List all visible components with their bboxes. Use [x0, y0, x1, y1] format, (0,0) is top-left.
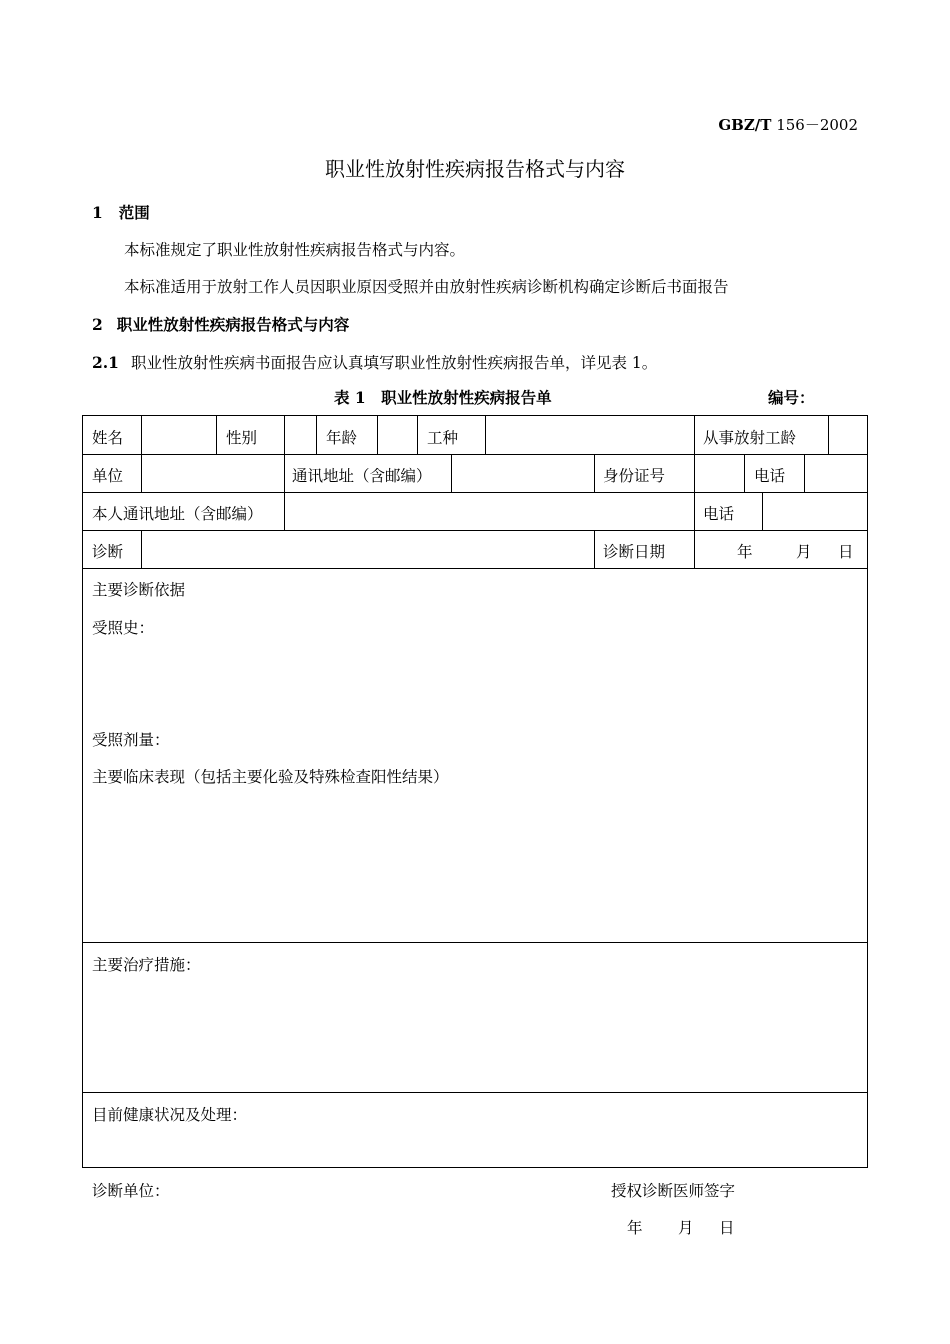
col-divider [694, 454, 695, 492]
label-clinical-manifestations: 主要临床表现（包括主要化验及特殊检查阳性结果） [92, 768, 449, 786]
footer-diagnosis-unit: 诊断单位： [92, 1182, 170, 1200]
col-divider [417, 416, 418, 454]
label-age: 年龄 [326, 429, 358, 447]
col-divider [694, 492, 695, 530]
date-day: 日 [838, 543, 854, 561]
standard-code [718, 114, 858, 135]
footer-physician-signature: 授权诊断医师签字 [611, 1182, 736, 1200]
standard-prefix: GBZ/T [718, 116, 772, 134]
section-1-number: 1 [92, 203, 103, 222]
label-phone: 电话 [754, 467, 786, 485]
table-caption: 表 1 职业性放射性疾病报告单 [334, 388, 552, 407]
clause-2-1-number: 2.1 [92, 353, 119, 372]
col-divider [694, 416, 695, 454]
table-number-label: 编号： [768, 388, 815, 407]
label-exposure-dose: 受照剂量： [92, 731, 170, 749]
label-gender: 性别 [226, 429, 258, 447]
col-divider [284, 416, 285, 454]
col-divider [141, 530, 142, 568]
col-divider [284, 492, 285, 530]
label-health-status: 目前健康状况及处理： [92, 1106, 248, 1124]
col-divider [216, 416, 217, 454]
section-1-paragraph-1: 本标准规定了职业性放射性疾病报告格式与内容。 [124, 241, 466, 259]
label-exposure-history: 受照史： [92, 619, 155, 637]
label-personal-address: 本人通讯地址（含邮编） [92, 505, 263, 523]
col-divider [284, 454, 285, 492]
row-divider [83, 492, 867, 493]
label-mailing-address: 通讯地址（含邮编） [292, 467, 432, 485]
col-divider [594, 530, 595, 568]
col-divider [316, 416, 317, 454]
col-divider [141, 416, 142, 454]
col-divider [762, 492, 763, 530]
clause-2-1 [92, 351, 657, 373]
label-id-number: 身份证号 [603, 467, 666, 485]
report-form-table [82, 415, 868, 1168]
section-2-heading [92, 313, 349, 335]
col-divider [377, 416, 378, 454]
section-1-title: 范围 [118, 203, 150, 222]
row-divider [83, 530, 867, 531]
date-month: 月 [796, 543, 812, 561]
col-divider [485, 416, 486, 454]
col-divider [828, 416, 829, 454]
page-title: 职业性放射性疾病报告格式与内容 [325, 157, 625, 181]
row-divider [83, 454, 867, 455]
label-personal-phone: 电话 [703, 505, 735, 523]
clause-2-1-text: 职业性放射性疾病书面报告应认真填写职业性放射性疾病报告单，详见表 1。 [130, 354, 658, 372]
footer-year: 年 [627, 1219, 643, 1237]
label-diagnosis-basis: 主要诊断依据 [92, 581, 186, 599]
footer-month: 月 [678, 1219, 694, 1237]
label-name: 姓名 [92, 429, 124, 447]
section-1-paragraph-2: 本标准适用于放射工作人员因职业原因受照并由放射性疾病诊断机构确定诊断后书面报告 [124, 278, 729, 296]
label-diagnosis: 诊断 [92, 543, 124, 561]
col-divider [694, 530, 695, 568]
label-treatment: 主要治疗措施： [92, 956, 201, 974]
label-radiation-work-years: 从事放射工龄 [703, 429, 797, 447]
col-divider [451, 454, 452, 492]
label-job-type: 工种 [427, 429, 459, 447]
col-divider [804, 454, 805, 492]
section-2-title: 职业性放射性疾病报告格式与内容 [116, 315, 350, 334]
row-divider [83, 1092, 867, 1093]
label-diagnosis-date: 诊断日期 [603, 543, 666, 561]
footer-day: 日 [719, 1219, 735, 1237]
col-divider [141, 454, 142, 492]
label-unit: 单位 [92, 467, 124, 485]
col-divider [594, 454, 595, 492]
section-1-heading [92, 201, 150, 223]
row-divider [83, 942, 867, 943]
section-2-number: 2 [92, 315, 103, 334]
col-divider [744, 454, 745, 492]
standard-number: 156－2002 [771, 116, 858, 134]
row-divider [83, 568, 867, 569]
date-year: 年 [737, 543, 753, 561]
